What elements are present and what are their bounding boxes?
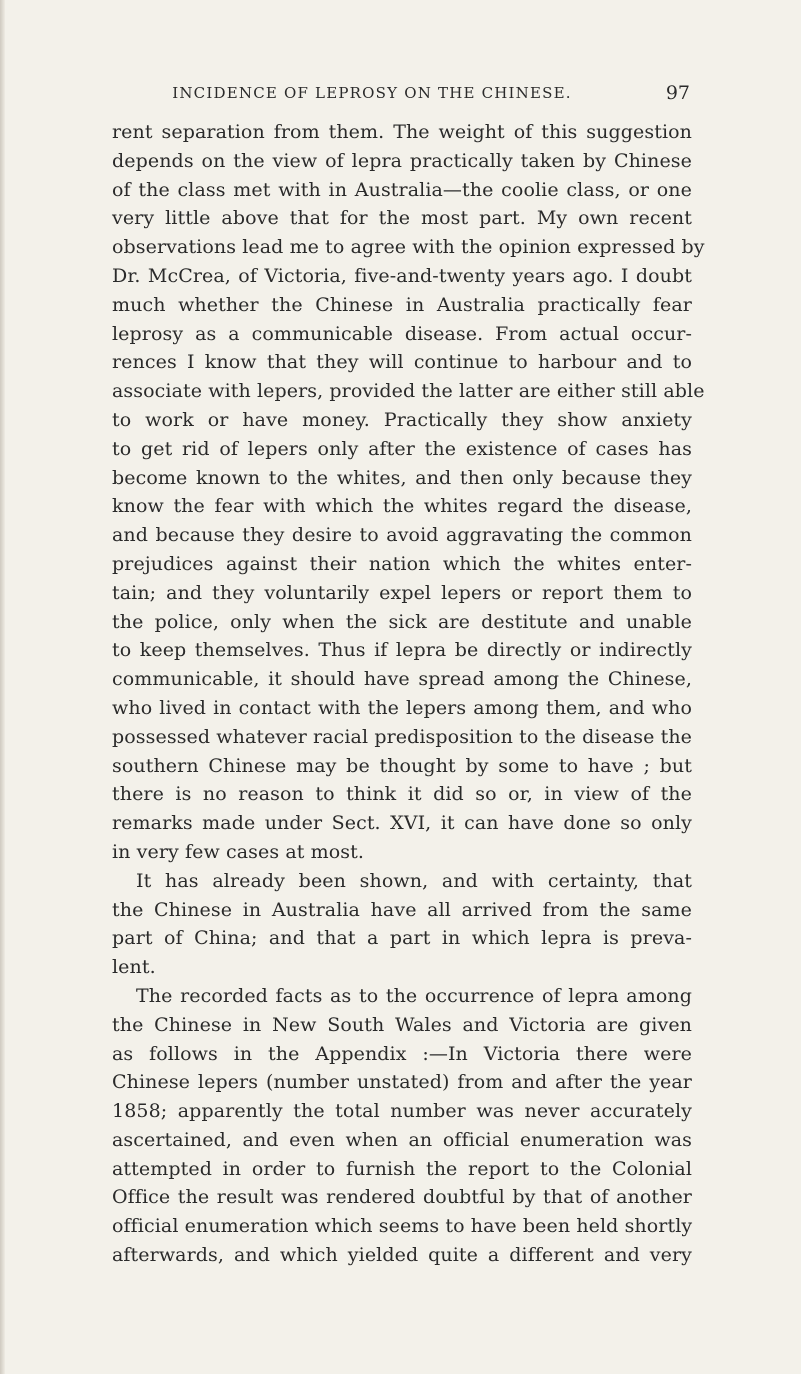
text-line: much whether the Chinese in Australia practically fear [112,293,692,316]
text-line: to get rid of lepers only after the existence of cases has [112,437,692,460]
page-edge [0,0,5,1374]
text-line: become known to the whites, and then only because they [112,466,692,489]
text-line: very little above that for the most part. My own recent [112,207,692,230]
text-line: the Chinese in New South Wales and Victoria are given [112,1013,692,1036]
text-line: know the fear with which the whites regard the disease, [112,495,692,518]
text-line: afterwards, and which yielded quite a different and very [112,1244,692,1267]
text-line: to keep themselves. Thus if lepra be directly or indirectly [112,639,692,662]
text-line: depends on the view of lepra practically taken by Chinese [112,149,692,172]
text-line: associate with lepers, provided the latter are either still able [112,380,705,403]
text-line: tain; and they voluntarily expel lepers or report them to [112,581,692,604]
text-line: rences I know that they will continue to harbour and to [112,351,692,374]
text-line: of the class met with in Australia—the coolie class, or one [112,178,692,201]
text-line: possessed whatever racial predisposition to the disease the [112,725,692,748]
text-line: who lived in contact with the lepers among them, and who [112,696,692,719]
text-line: communicable, it should have spread among the Chinese, [112,668,692,691]
body-text [112,118,705,1270]
text-line: lent. [112,956,156,979]
text-line: remarks made under Sect. XVI, it can have done so only [112,812,692,835]
page-header [112,78,690,108]
text-line: ascertained, and even when an official enumeration was [112,1128,692,1151]
text-line: Office the result was rendered doubtful by that of another [112,1186,692,1209]
text-line: to work or have money. Practically they show anxiety [112,408,692,431]
text-line: in very few cases at most. [112,840,365,863]
text-line: official enumeration which seems to have been held shortly [112,1215,693,1238]
page-number: 97 [665,82,690,104]
text-line: part of China; and that a part in which lepra is preva- [112,927,692,950]
text-line: and because they desire to avoid aggravating the common [112,524,692,547]
running-head: INCIDENCE OF LEPROSY ON THE CHINESE. [172,84,572,102]
text-line: the Chinese in Australia have all arrived from the same [112,898,692,921]
text-line: attempted in order to furnish the report to the Colonial [112,1157,692,1180]
text-line: southern Chinese may be thought by some to have ; but [112,754,692,777]
text-line: It has already been shown, and with certainty, that [136,869,692,892]
text-line: Dr. McCrea, of Victoria, five-and-twenty years ago. I doubt [112,264,692,287]
text-line: the police, only when the sick are destitute and unable [112,610,692,633]
text-line: observations lead me to agree with the opinion expressed by [112,236,705,259]
text-line: as follows in the Appendix :—In Victoria there were [112,1042,692,1065]
text-line: 1858; apparently the total number was never accurately [112,1100,692,1123]
text-line: leprosy as a communicable disease. From actual occur- [112,322,692,345]
text-line: prejudices against their nation which the whites enter- [112,552,692,575]
text-line: rent separation from them. The weight of this suggestion [112,121,692,143]
text-line: Chinese lepers (number unstated) from and after the year [112,1071,692,1094]
text-line: there is no reason to think it did so or, in view of the [112,783,692,806]
text-line: The recorded facts as to the occurrence of lepra among [136,984,692,1007]
